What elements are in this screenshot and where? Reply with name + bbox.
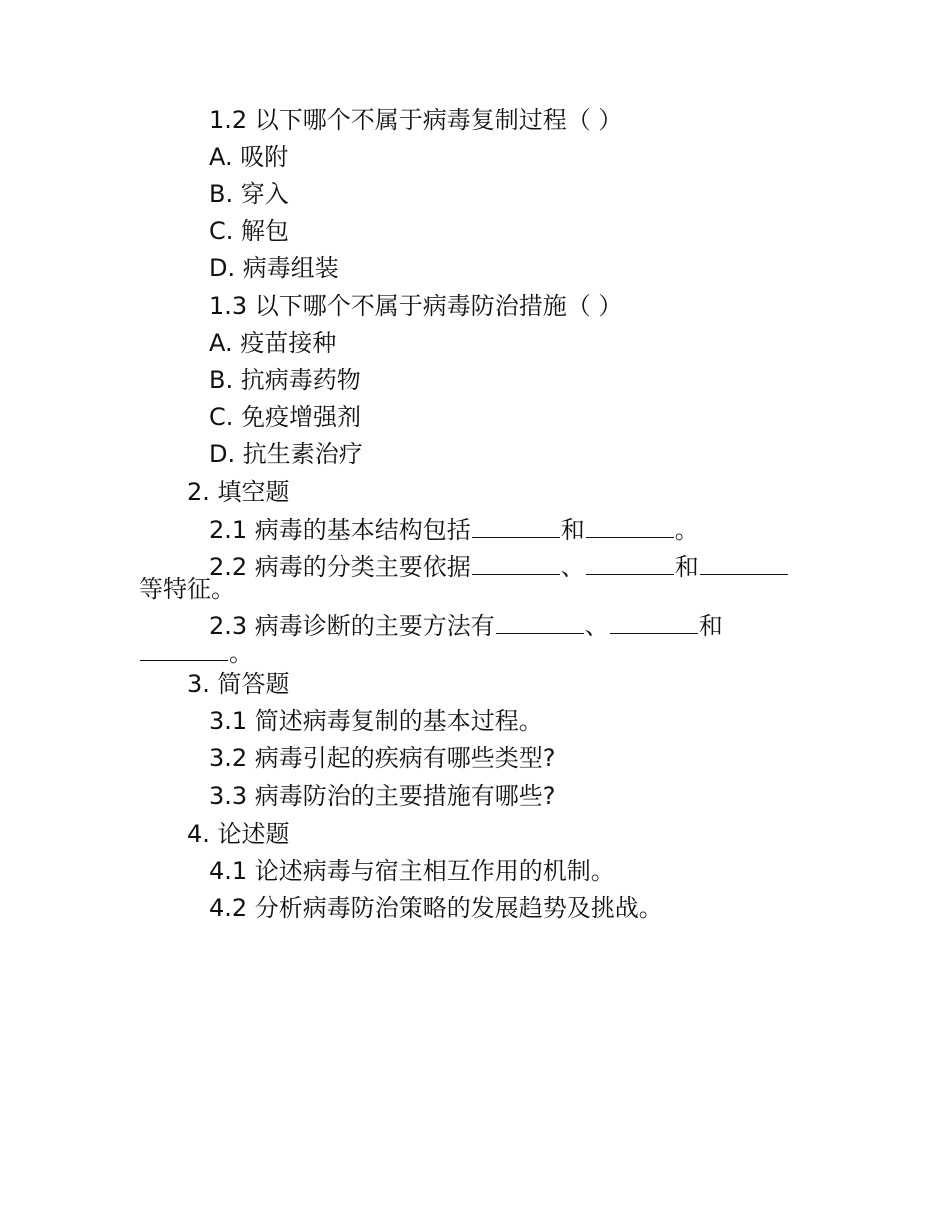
section-3-heading: 3. 简答题 [187,670,290,698]
fill-blank [472,552,560,575]
question-3-2: 3.2 病毒引起的疾病有哪些类型? [209,744,556,772]
fill-blank [472,515,560,538]
section-2-heading: 2. 填空题 [187,478,290,506]
question-1-2-stem: 1.2 以下哪个不属于病毒复制过程（ ） [209,106,623,134]
question-2-3 [209,610,723,642]
question-3-1: 3.1 简述病毒复制的基本过程。 [209,707,543,735]
section-4-heading: 4. 论述题 [187,820,290,848]
fill-blank [586,515,674,538]
option-c: C. 解包 [209,217,290,245]
question-4-2: 4.2 分析病毒防治策略的发展趋势及挑战。 [209,894,663,922]
question-2-1 [209,514,699,546]
fill-blank [496,611,584,634]
question-2-2 [209,551,789,583]
separator-text: 、 [560,553,585,581]
fill-blank [610,611,698,634]
option-a: A. 吸附 [209,143,289,171]
punctuation: 。 [229,639,253,667]
question-2-3-continuation [139,637,253,669]
question-text: 2.1 病毒的基本结构包括 [209,516,471,544]
option-d: D. 病毒组装 [209,254,339,282]
option-a: A. 疫苗接种 [209,329,337,357]
separator-text: 、 [584,612,609,640]
fill-blank [586,552,674,575]
punctuation: 。 [674,516,699,544]
connector-text: 和 [560,516,585,544]
option-c: C. 免疫增强剂 [209,403,362,431]
connector-text: 和 [698,612,723,640]
option-d: D. 抗生素治疗 [209,440,363,468]
fill-blank [140,638,228,661]
question-2-2-continuation: 等特征。 [139,575,235,603]
question-text: 2.2 病毒的分类主要依据 [209,553,471,581]
option-b: B. 抗病毒药物 [209,366,361,394]
question-3-3: 3.3 病毒防治的主要措施有哪些? [209,782,556,810]
fill-blank [700,552,788,575]
question-1-3-stem: 1.3 以下哪个不属于病毒防治措施（ ） [209,292,623,320]
option-b: B. 穿入 [209,180,289,208]
question-4-1: 4.1 论述病毒与宿主相互作用的机制。 [209,857,615,885]
question-text: 2.3 病毒诊断的主要方法有 [209,612,495,640]
connector-text: 和 [674,553,699,581]
